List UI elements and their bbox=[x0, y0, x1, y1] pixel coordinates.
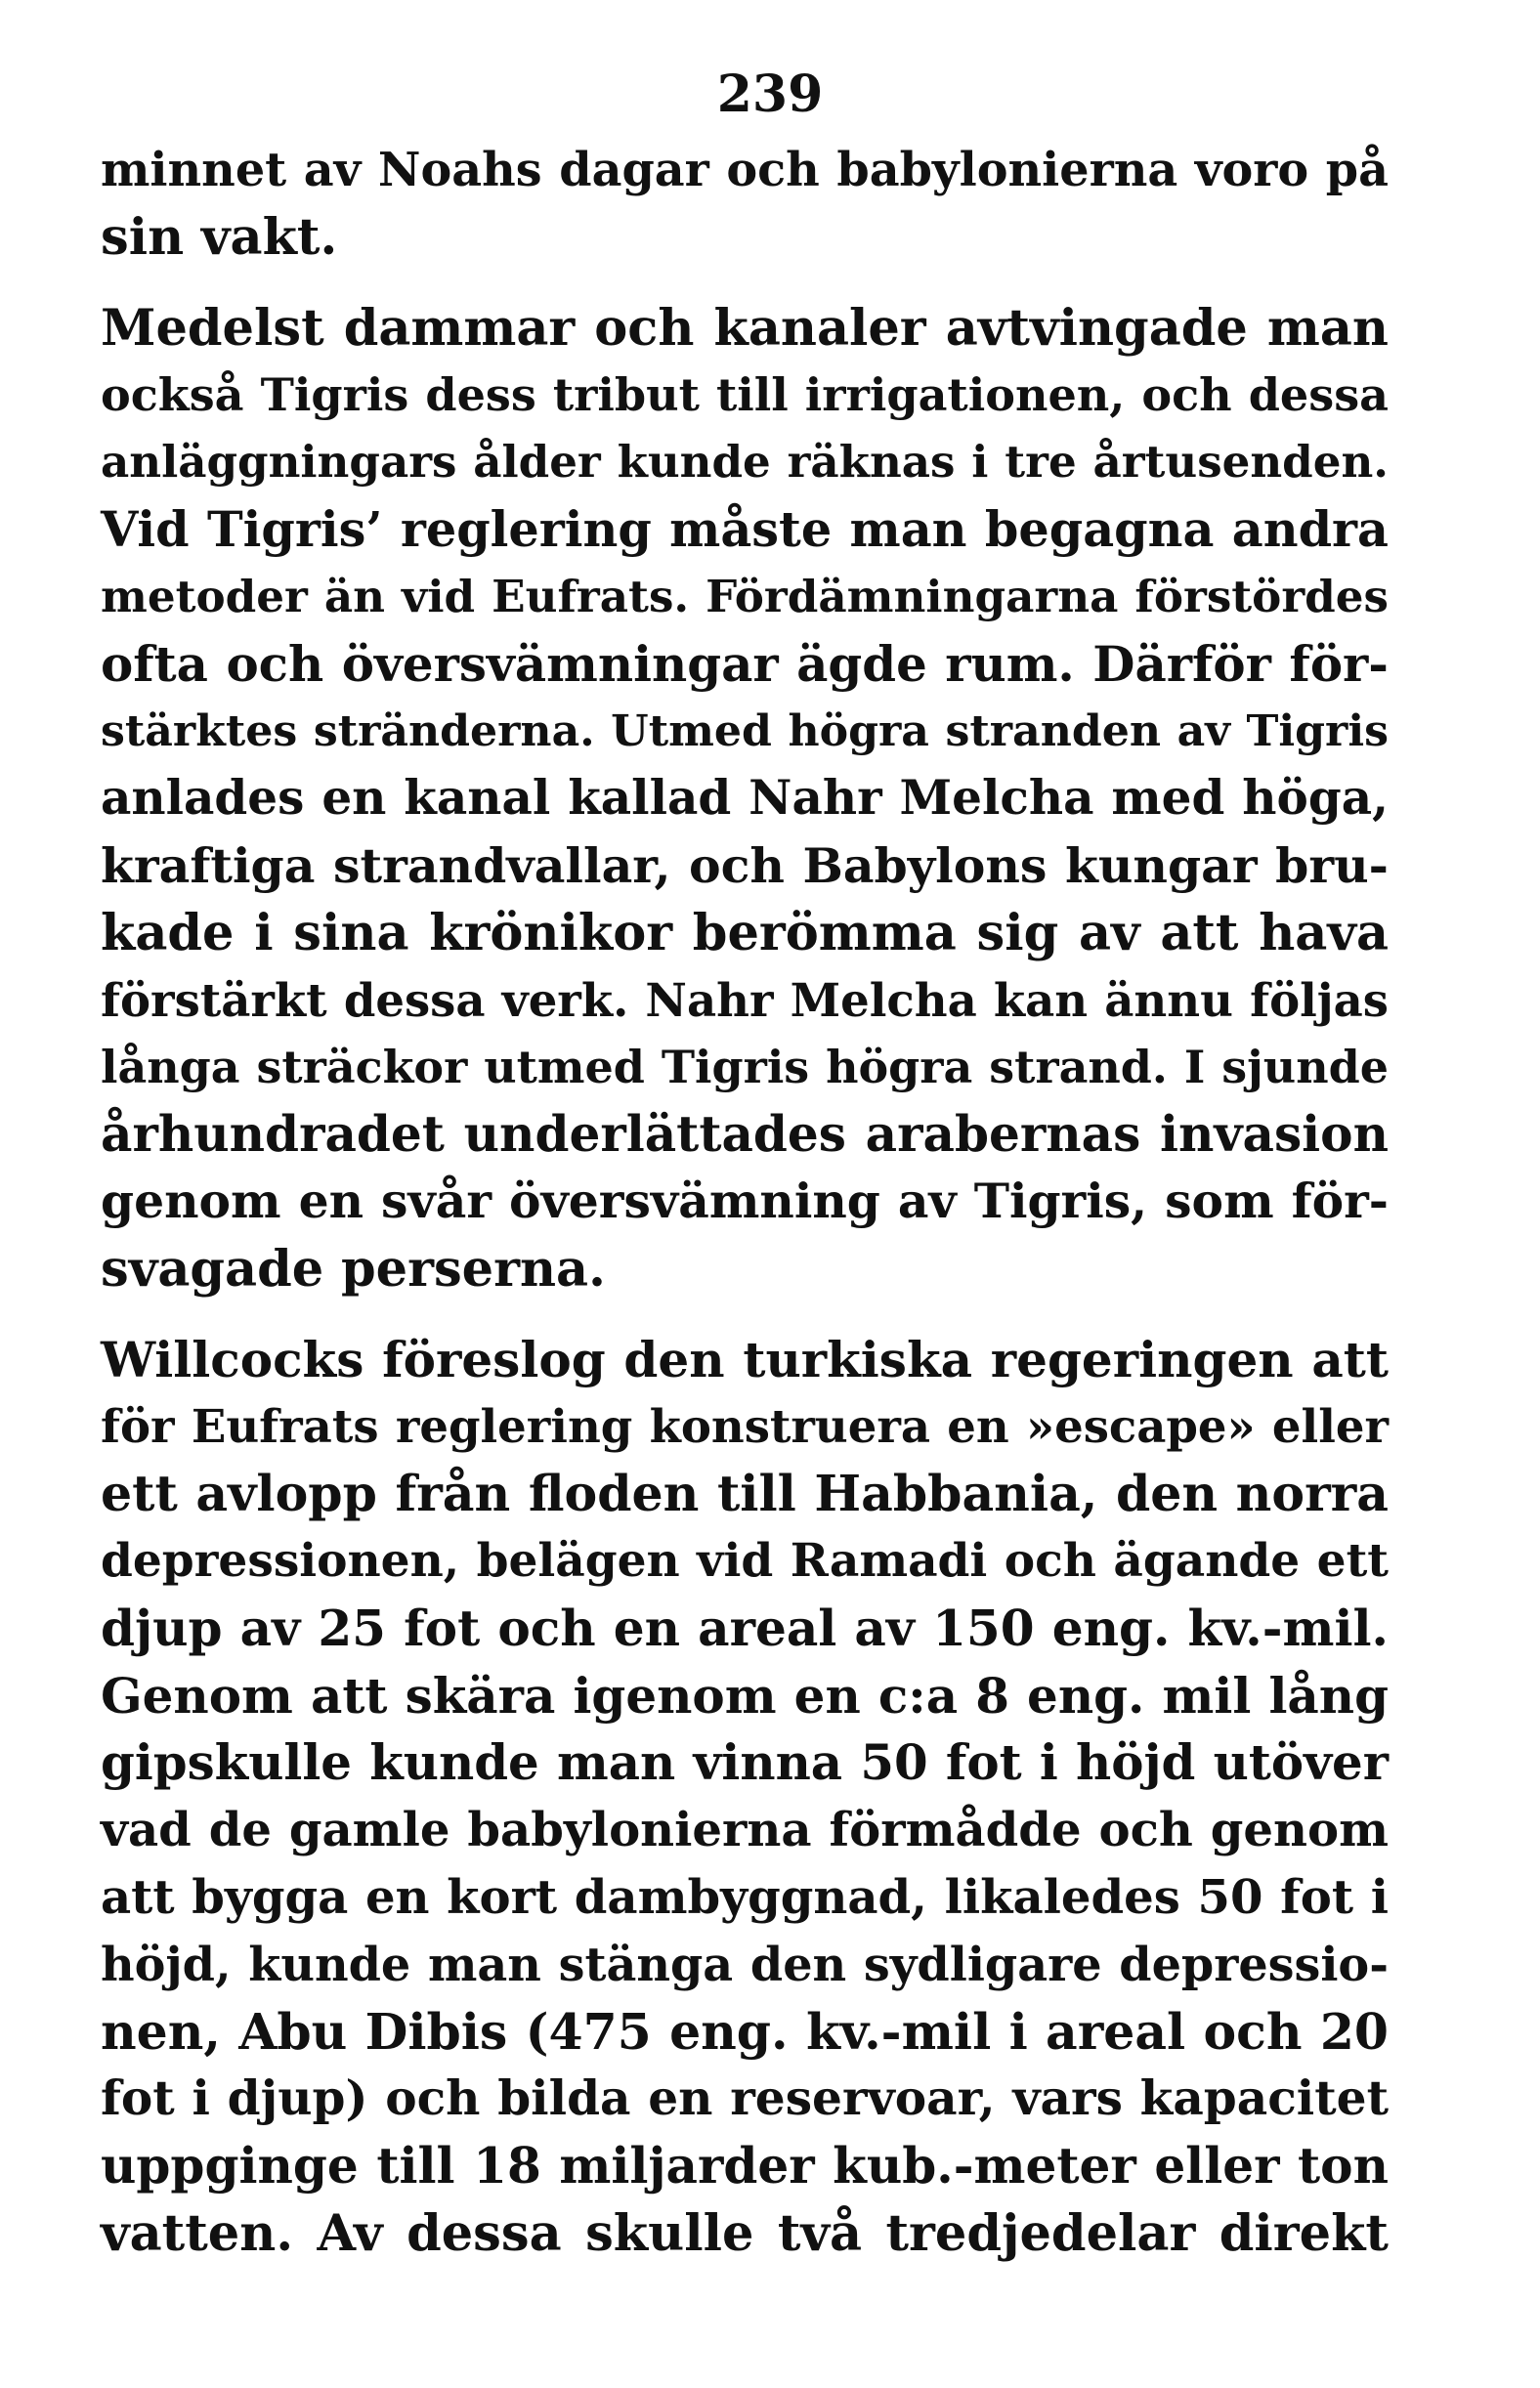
text-line: höjd, kunde man stänga den sydligare depressio- bbox=[101, 1937, 1389, 1992]
text-line: anlades en kanal kallad Nahr Melcha med höga, bbox=[101, 770, 1389, 827]
text-line: gipskulle kunde man vinna 50 fot i höjd utöver bbox=[101, 1733, 1389, 1792]
paragraph-1 bbox=[101, 137, 1389, 272]
text-line: vatten. Av dessa skulle två tredjedelar direkt bbox=[101, 2203, 1389, 2263]
text-line: kade i sina krönikor berömma sig av att hava bbox=[101, 903, 1389, 962]
text-line: svagade perserna. bbox=[101, 1239, 606, 1299]
text-line: vad de gamle babylonierna förmådde och genom bbox=[101, 1803, 1389, 1858]
text-line: kraftiga strandvallar, och Babylons kungar bru- bbox=[101, 836, 1389, 894]
text-line: ett avlopp från floden till Habbania, den norra bbox=[101, 1465, 1389, 1523]
paragraph-3 bbox=[101, 1327, 1389, 2268]
text-line: uppginge till 18 miljarder kub.-meter eller ton bbox=[101, 2137, 1389, 2196]
text-line: anläggningars ålder kunde räknas i tre årtusenden. bbox=[101, 436, 1389, 489]
text-line: minnet av Noahs dagar och babylonierna voro på bbox=[101, 143, 1389, 197]
text-line: ofta och översvämningar ägde rum. Därför för- bbox=[101, 634, 1389, 693]
text-line: sin vakt. bbox=[101, 207, 338, 267]
text-line: fot i djup) och bilda en reservoar, vars kapacitet bbox=[101, 2070, 1389, 2127]
text-line: Medelst dammar och kanaler avtvingade man bbox=[101, 298, 1389, 358]
paragraph-2 bbox=[101, 295, 1389, 1303]
text-line: metoder än vid Eufrats. Fördämningarna förstördes bbox=[101, 570, 1389, 622]
page-number: 239 bbox=[716, 64, 824, 124]
text-line: långa sträckor utmed Tigris högra strand. I sjunde bbox=[101, 1041, 1389, 1094]
text-line: stärktes stränderna. Utmed högra stranden av Tigris bbox=[101, 705, 1389, 757]
text-line: för Eufrats reglering konstruera en »escape» eller bbox=[101, 1399, 1389, 1454]
text-line: Genom att skära igenom en c:a 8 eng. mil lång bbox=[101, 1666, 1389, 1725]
text-line: Vid Tigris’ reglering måste man begagna andra bbox=[101, 500, 1389, 558]
body-text bbox=[101, 137, 1389, 2268]
text-line: nen, Abu Dibis (475 eng. kv.-mil i areal och 20 bbox=[101, 2002, 1389, 2061]
text-line: Willcocks föreslog den turkiska regeringen att bbox=[101, 1330, 1389, 1388]
text-line: att bygga en kort dambyggnad, likaledes 50 fot i bbox=[101, 1869, 1389, 1925]
text-line: djup av 25 fot och en areal av 150 eng. kv.-mil. bbox=[101, 1599, 1389, 1657]
text-line: genom en svår översvämning av Tigris, som för- bbox=[101, 1173, 1389, 1229]
text-line: förstärkt dessa verk. Nahr Melcha kan ännu följas bbox=[101, 972, 1389, 1027]
text-line: depressionen, belägen vid Ramadi och ägande ett bbox=[101, 1533, 1389, 1588]
text-line: århundradet underlättades arabernas invasion bbox=[101, 1105, 1389, 1164]
text-line: också Tigris dess tribut till irrigationen, och dessa bbox=[101, 368, 1389, 422]
